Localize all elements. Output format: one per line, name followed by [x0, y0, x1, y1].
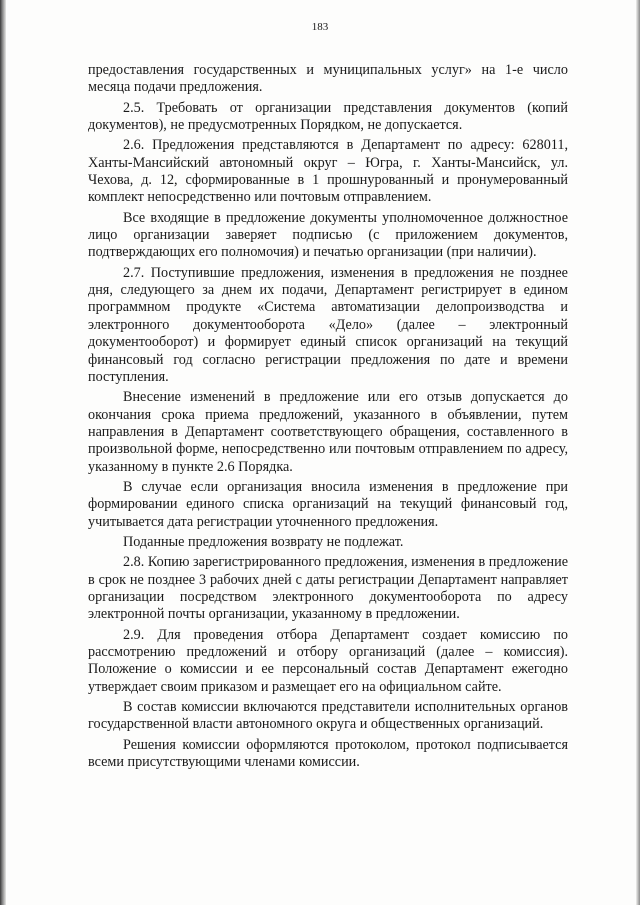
- paragraph-certification: Все входящие в предложение документы уполномоченное должностное лицо организации заверяет подписью (с приложением документов, подтверждающих его полномочия) и печатью организации (при наличии).: [88, 209, 568, 261]
- paragraph-commission-decisions: Решения комиссии оформляются протоколом, протокол подписывается всеми присутствующими членами комиссии.: [88, 736, 568, 771]
- paragraph-2-9: 2.9. Для проведения отбора Департамент создает комиссию по рассмотрению предложений и отбору организаций (далее – комиссия). Положение о комиссии и ее персональный состав Департамент ежегодно утверждает своим приказом и размещает его на официальном сайте.: [88, 626, 568, 695]
- paragraph-2-6: 2.6. Предложения представляются в Департамент по адресу: 628011, Ханты-Мансийский автономный округ – Югра, г. Ханты-Мансийск, ул. Чехова, д. 12, сформированные в 1 прошнурованный и пронумерованный комплект непосредственно или почтовым отправлением.: [88, 137, 568, 206]
- paragraph-changes: Внесение изменений в предложение или его отзыв допускается до окончания срока приема предложений, указанного в объявлении, путем направления в Департамент соответствующего обращения, составленного в произвольной форме, непосредственно или почтовым отправлением по адресу, указанному в пункте 2.6 Порядка.: [88, 389, 568, 475]
- page-number: 183: [311, 21, 329, 33]
- scan-left-edge: [0, 0, 6, 905]
- document-body: [88, 62, 568, 771]
- paragraph-2-7: 2.7. Поступившие предложения, изменения в предложения не позднее дня, следующего за днем их подачи, Департамент регистрирует в едином программном продукте «Система автоматизации делопроизводства и электронного документооборота «Дело» (далее – электронный документооборот) и формирует единый список организаций на текущий финансовый год согласно регистрации предложения по дате и времени поступления.: [88, 264, 568, 385]
- paragraph-updated-registration: В случае если организация вносила изменения в предложение при формировании единого списка организаций на текущий финансовый год, учитывается дата регистрации уточненного предложения.: [88, 478, 568, 530]
- scan-right-edge: [636, 0, 640, 905]
- paragraph-2-8: 2.8. Копию зарегистрированного предложения, изменения в предложение в срок не позднее 3 рабочих дней с даты регистрации Департамент направляет организации посредством электронного документооборота по адресу электронной почты организации, указанному в предложении.: [88, 554, 568, 623]
- paragraph-no-return: Поданные предложения возврату не подлежат.: [123, 533, 404, 550]
- paragraph-continuation: предоставления государственных и муниципальных услуг» на 1-е число месяца подачи предложения.: [88, 62, 568, 96]
- paragraph-commission-members: В состав комиссии включаются представители исполнительных органов государственной власти автономного округа и общественных организаций.: [88, 699, 568, 733]
- paragraph-2-5: 2.5. Требовать от организации представления документов (копий документов), не предусмотренных Порядком, не допускается.: [88, 99, 568, 134]
